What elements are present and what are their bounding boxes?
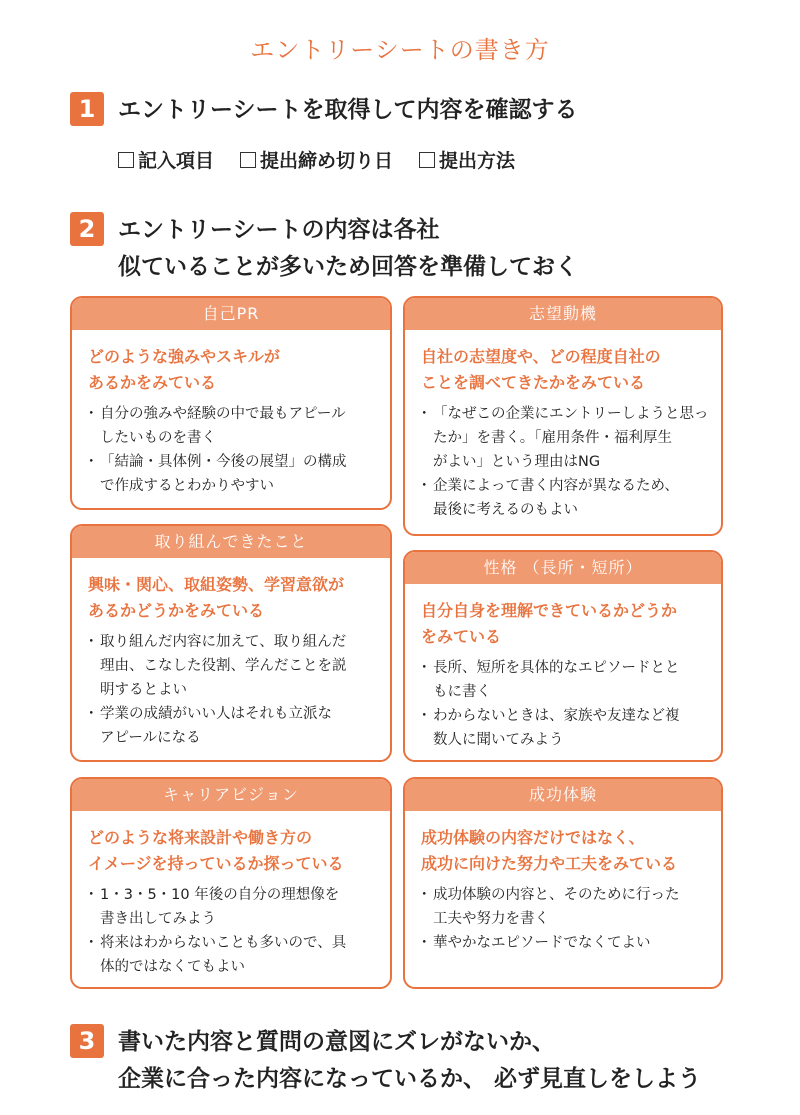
card-career-vision (70, 777, 392, 989)
checklist-item[interactable]: 記入項目 (118, 146, 214, 173)
step-heading: エントリーシートを取得して内容を確認する (118, 97, 578, 123)
step-number: 1 (70, 92, 104, 126)
card-bullets (72, 402, 390, 498)
list-item: ・ 長所、短所を具体的なエピソードとと もに書く (419, 656, 711, 704)
step-heading: 書いた内容と質問の意図にズレがないか、 企業に合った内容になっているか、 必ず見直しをしよう (118, 1029, 702, 1092)
list-item: ・ 自分の強みや経験の中で最もアピール したいものを書く (86, 402, 380, 450)
list-item: ・ わからないときは、家族や友達など複 数人に聞いてみよう (419, 704, 711, 752)
list-item: ・ 将来はわからないことも多いので、具 体的ではなくてもよい (86, 931, 380, 979)
list-item: ・ 取り組んだ内容に加えて、取り組んだ 理由、こなした役割、学んだことを説 明するとよい (86, 630, 380, 702)
list-item: ・ 「なぜこの企業にエントリーしようと思っ たか」を書く。「雇用条件・福利厚生 がよい」という理由はNG (419, 402, 711, 474)
list-item: ・ 成功体験の内容と、そのために行った 工夫や努力を書く (419, 883, 711, 931)
checkbox-icon[interactable] (118, 152, 134, 168)
card-lead: 成功体験の内容だけではなく、 成功に向けた努力や工夫をみている (421, 828, 678, 873)
card-bullets (72, 883, 390, 979)
step-2 (70, 212, 578, 286)
card-personality (403, 550, 723, 762)
card-title: 志望動機 (405, 298, 721, 330)
card-success-experience (403, 777, 723, 989)
card-lead: どのような強みやスキルが あるかをみている (88, 347, 280, 392)
step-number: 3 (70, 1024, 104, 1058)
card-title: 自己PR (72, 298, 390, 330)
card-lead: 自分自身を理解できているかどうか をみている (421, 601, 678, 646)
card-lead: 自社の志望度や、どの程度自社の ことを調べてきたかをみている (421, 347, 661, 392)
card-lead: どのような将来設計や働き方の イメージを持っているか探っている (88, 828, 344, 873)
card-motivation (403, 296, 723, 536)
card-bullets (72, 630, 390, 750)
card-title: キャリアビジョン (72, 779, 390, 811)
card-bullets (405, 883, 721, 955)
list-item: ・ 華やかなエピソードでなくてよい (419, 931, 711, 955)
list-item: ・ 学業の成績がいい人はそれも立派な アピールになる (86, 702, 380, 750)
card-title: 取り組んできたこと (72, 526, 390, 558)
list-item: ・ 1・3・5・10 年後の自分の理想像を 書き出してみよう (86, 883, 380, 931)
step-3 (70, 1024, 701, 1098)
step-1 (70, 92, 578, 129)
checkbox-icon[interactable] (419, 152, 435, 168)
card-activities (70, 524, 392, 762)
checklist-item[interactable]: 提出締め切り日 (240, 146, 393, 173)
card-lead: 興味・関心、取組姿勢、学習意欲が あるかどうかをみている (88, 575, 345, 620)
list-item: ・ 企業によって書く内容が異なるため、 最後に考えるのもよい (419, 474, 711, 522)
card-title: 性格 （長所・短所） (405, 552, 721, 584)
list-item: ・ 「結論・具体例・今後の展望」の構成 で作成するとわかりやすい (86, 450, 380, 498)
checklist (118, 146, 515, 173)
checkbox-icon[interactable] (240, 152, 256, 168)
step-number: 2 (70, 212, 104, 246)
card-bullets (405, 402, 721, 522)
checklist-item[interactable]: 提出方法 (419, 146, 515, 173)
card-title: 成功体験 (405, 779, 721, 811)
page-title: エントリーシートの書き方 (250, 36, 550, 64)
card-bullets (405, 656, 721, 752)
step-heading: エントリーシートの内容は各社 似ていることが多いため回答を準備しておく (118, 217, 578, 280)
card-self-pr (70, 296, 392, 510)
